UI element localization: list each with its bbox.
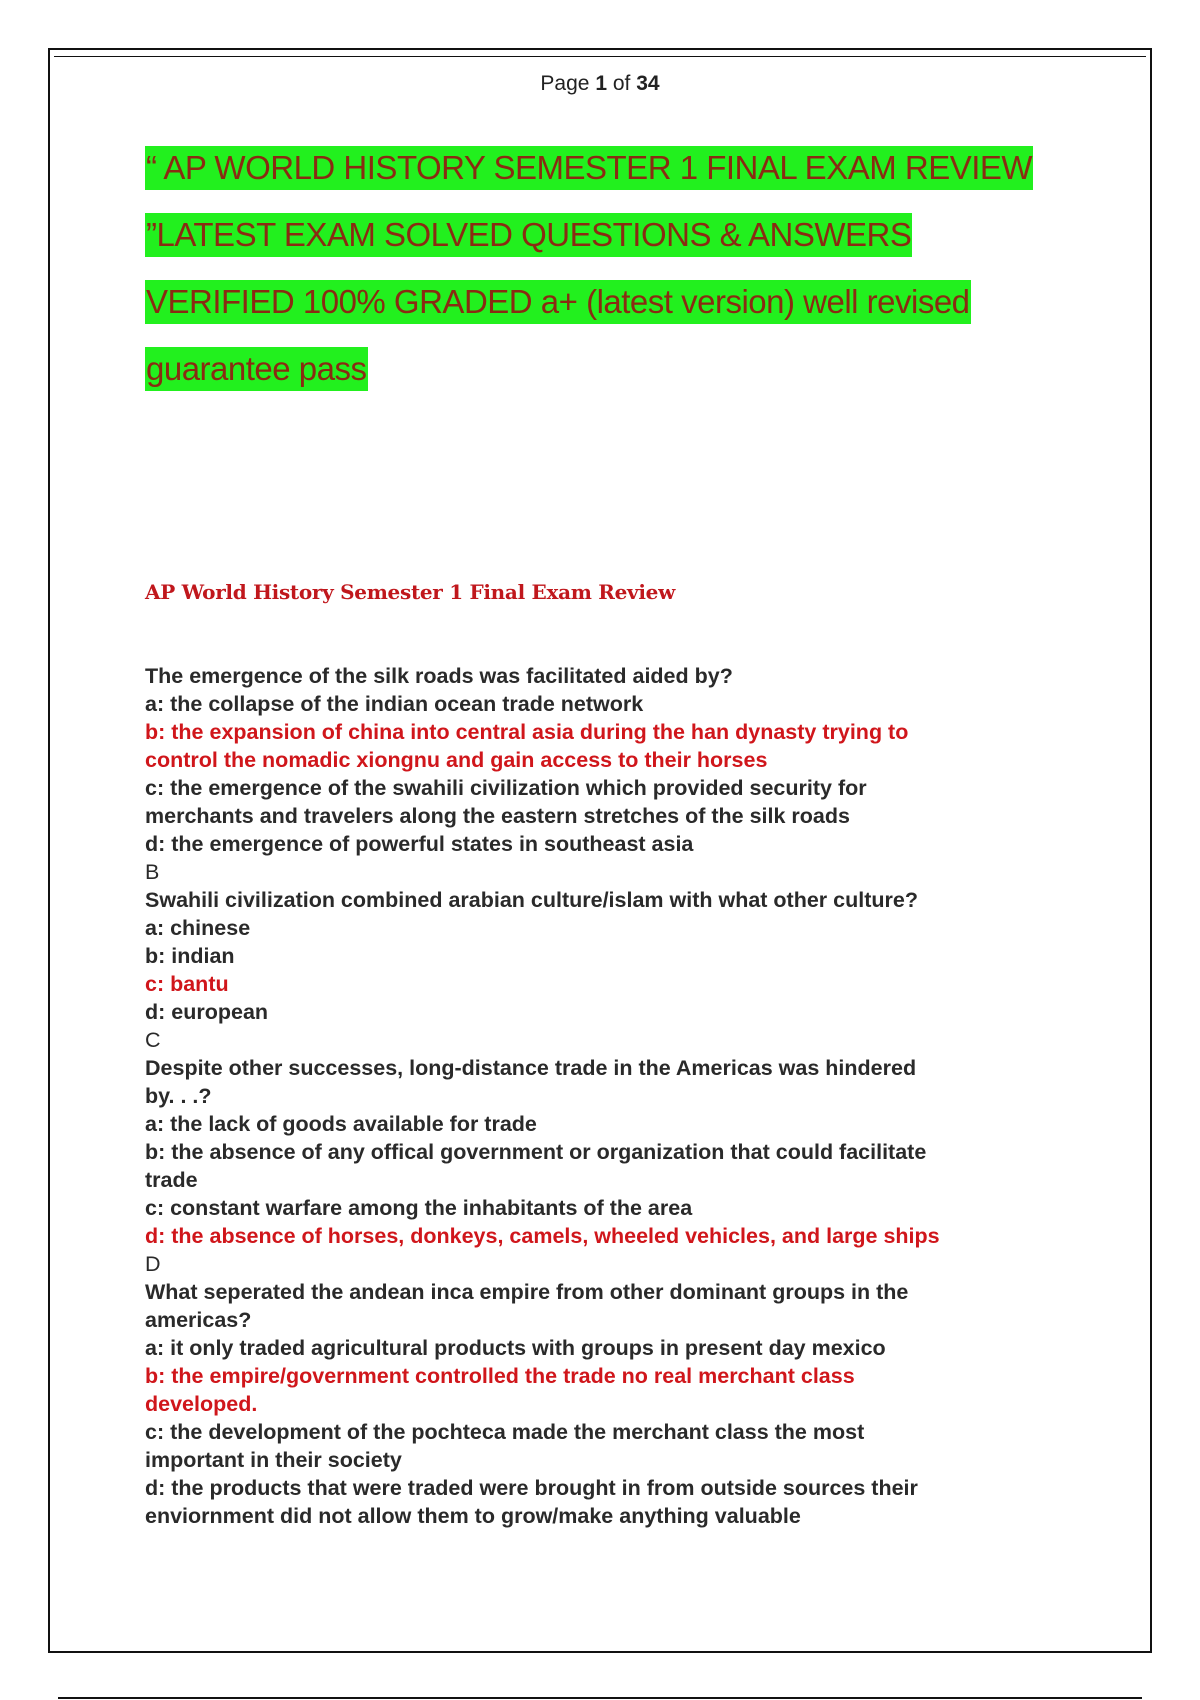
correct-option: d: the absence of horses, donkeys, camels, wheeled vehicles, and large ships	[145, 1224, 940, 1248]
answer-option-line: merchants and travelers along the eastern stretches of the silk roads	[145, 804, 850, 828]
answer-option-line: c: constant warfare among the inhabitants of the area	[145, 1196, 693, 1220]
page-number-current: 1	[595, 72, 607, 95]
title-banner-line: VERIFIED 100% GRADED a+ (latest version) well revised	[145, 280, 971, 324]
answer-option-line: a: the collapse of the indian ocean trade network	[145, 692, 644, 716]
correct-option: c: bantu	[145, 972, 229, 996]
answer-option-line: a: it only traded agricultural products with groups in present day mexico	[145, 1336, 886, 1360]
question-text: Despite other successes, long-distance trade in the Americas was hindered	[145, 1056, 917, 1080]
answer-option-line: b: indian	[145, 944, 235, 968]
page-number-of: of	[612, 72, 631, 95]
bottom-rule	[58, 1697, 1142, 1699]
answer-option-line: c: the development of the pochteca made the merchant class the most	[145, 1420, 865, 1444]
correct-option: b: the expansion of china into central asia during the han dynasty trying to	[145, 720, 909, 744]
correct-option: control the nomadic xiongnu and gain access to their horses	[145, 748, 768, 772]
answer-option-line: d: the products that were traded were brought in from outside sources their	[145, 1476, 918, 1500]
answer-option-line: a: the lack of goods available for trade	[145, 1112, 537, 1136]
answer-key: C	[145, 1028, 161, 1052]
question-text: What seperated the andean inca empire from other dominant groups in the	[145, 1280, 909, 1304]
question-text: Swahili civilization combined arabian culture/islam with what other culture?	[145, 888, 918, 912]
answer-option-line: enviornment did not allow them to grow/make anything valuable	[145, 1504, 801, 1528]
answer-key: D	[145, 1252, 161, 1276]
answer-option-line: b: the absence of any offical government or organization that could facilitate	[145, 1140, 927, 1164]
title-banner	[145, 146, 1033, 414]
answer-option-line: important in their society	[145, 1448, 402, 1472]
question-text: The emergence of the silk roads was facilitated aided by?	[145, 664, 733, 688]
page-border-inner-rule	[54, 56, 1146, 57]
answer-option-line: a: chinese	[145, 916, 251, 940]
answer-option-line: c: the emergence of the swahili civilization which provided security for	[145, 776, 867, 800]
page-number	[0, 72, 1200, 96]
correct-option: b: the empire/government controlled the trade no real merchant class	[145, 1364, 855, 1388]
page-number-label: Page	[540, 72, 590, 95]
title-banner-line: “ AP WORLD HISTORY SEMESTER 1 FINAL EXAM REVIEW	[145, 146, 1033, 190]
question-list	[145, 662, 1045, 1530]
title-banner-line: guarantee pass	[145, 347, 368, 391]
answer-option-line: americas?	[145, 1308, 252, 1332]
title-banner-line: ”LATEST EXAM SOLVED QUESTIONS & ANSWERS	[145, 213, 912, 257]
answer-option-line: trade	[145, 1168, 198, 1192]
page-number-total: 34	[636, 72, 660, 95]
document-heading: AP World History Semester 1 Final Exam Review	[145, 580, 675, 604]
answer-option-line: d: european	[145, 1000, 269, 1024]
answer-key: B	[145, 860, 160, 884]
answer-option-line: by. . .?	[145, 1084, 212, 1108]
correct-option: developed.	[145, 1392, 258, 1416]
answer-option-line: d: the emergence of powerful states in southeast asia	[145, 832, 694, 856]
